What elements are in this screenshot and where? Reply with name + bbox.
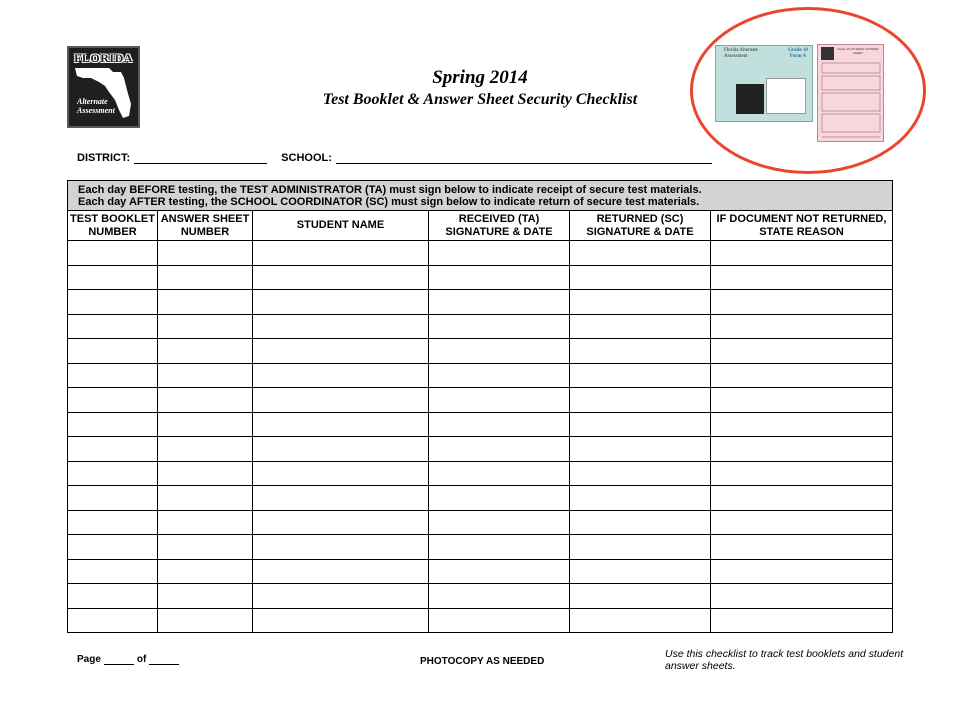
table-row: [68, 510, 893, 535]
reason-cell[interactable]: [711, 510, 893, 535]
received-signature-cell[interactable]: [429, 559, 570, 584]
page-title: Spring 2014: [432, 67, 528, 88]
received-signature-cell[interactable]: [429, 412, 570, 437]
received-signature-cell[interactable]: [429, 535, 570, 560]
answer-sheet-thumbnail-header: Grade 10 STUDENT ANSWER SHEET: [837, 47, 879, 55]
col-test-booklet-number: TEST BOOKLET NUMBER: [68, 211, 158, 241]
florida-alternate-assessment-logo: [67, 46, 140, 128]
col-returned-sc: RETURNED (SC) SIGNATURE & DATE: [570, 211, 711, 241]
page-label: Page: [77, 654, 101, 665]
returned-signature-cell[interactable]: [570, 314, 711, 339]
booklet-number-cell[interactable]: [68, 265, 158, 290]
student-name-cell[interactable]: [253, 265, 429, 290]
returned-signature-cell[interactable]: [570, 461, 711, 486]
booklet-number-cell[interactable]: [68, 486, 158, 511]
student-name-cell[interactable]: [253, 314, 429, 339]
answer-sheet-bubbles: [818, 45, 884, 142]
answer-sheet-number-cell[interactable]: [158, 486, 253, 511]
received-signature-cell[interactable]: [429, 437, 570, 462]
student-name-cell[interactable]: [253, 486, 429, 511]
table-row: [68, 584, 893, 609]
answer-sheet-number-cell[interactable]: [158, 363, 253, 388]
table-row: [68, 535, 893, 560]
answer-sheet-number-cell[interactable]: [158, 290, 253, 315]
table-row: [68, 265, 893, 290]
district-field[interactable]: [134, 153, 267, 164]
reason-cell[interactable]: [711, 388, 893, 413]
instruction-after: Each day AFTER testing, the SCHOOL COORDINATOR (SC) must sign below to indicate return of secure test materials.: [78, 196, 700, 208]
received-signature-cell[interactable]: [429, 461, 570, 486]
instruction-before: Each day BEFORE testing, the TEST ADMINISTRATOR (TA) must sign below to indicate receipt of secure test materials.: [78, 184, 702, 196]
received-signature-cell[interactable]: [429, 290, 570, 315]
booklet-number-cell[interactable]: [68, 510, 158, 535]
table-row: [68, 363, 893, 388]
reason-cell[interactable]: [711, 437, 893, 462]
returned-signature-cell[interactable]: [570, 584, 711, 609]
returned-signature-cell[interactable]: [570, 290, 711, 315]
received-signature-cell[interactable]: [429, 608, 570, 633]
answer-sheet-number-cell[interactable]: [158, 559, 253, 584]
test-booklet-thumbnail: [715, 45, 813, 122]
student-name-cell[interactable]: [253, 535, 429, 560]
answer-sheet-number-cell[interactable]: [158, 608, 253, 633]
student-name-cell[interactable]: [253, 388, 429, 413]
logo-subtitle: [77, 97, 137, 115]
school-field[interactable]: [336, 153, 712, 164]
table-row: [68, 290, 893, 315]
student-name-cell[interactable]: [253, 559, 429, 584]
table-row: [68, 486, 893, 511]
answer-sheet-number-cell[interactable]: [158, 265, 253, 290]
of-label: of: [136, 654, 147, 665]
reason-cell[interactable]: [711, 461, 893, 486]
district-school-fields: [77, 152, 712, 164]
received-signature-cell[interactable]: [429, 363, 570, 388]
col-student-name: STUDENT NAME: [253, 211, 429, 241]
reason-cell[interactable]: [711, 486, 893, 511]
student-name-cell[interactable]: [253, 241, 429, 266]
received-signature-cell[interactable]: [429, 510, 570, 535]
table-row: [68, 608, 893, 633]
answer-sheet-thumbnail: [817, 44, 884, 142]
received-signature-cell[interactable]: [429, 265, 570, 290]
returned-signature-cell[interactable]: [570, 412, 711, 437]
booklet-number-cell[interactable]: [68, 339, 158, 364]
reason-cell[interactable]: [711, 339, 893, 364]
booklet-thumbnail-grade: Grade 10 Form A: [788, 48, 808, 59]
checklist-rows: [68, 241, 893, 633]
answer-sheet-number-cell[interactable]: [158, 510, 253, 535]
booklet-number-cell[interactable]: [68, 437, 158, 462]
col-answer-sheet-number: ANSWER SHEET NUMBER: [158, 211, 253, 241]
booklet-number-cell[interactable]: [68, 314, 158, 339]
page-number-blank[interactable]: [104, 655, 134, 665]
student-name-cell[interactable]: [253, 608, 429, 633]
answer-sheet-number-cell[interactable]: [158, 584, 253, 609]
booklet-thumbnail-logo: [736, 84, 764, 114]
booklet-number-cell[interactable]: [68, 412, 158, 437]
answer-sheet-number-cell[interactable]: [158, 461, 253, 486]
col-received-ta: RECEIVED (TA) SIGNATURE & DATE: [429, 211, 570, 241]
received-signature-cell[interactable]: [429, 314, 570, 339]
school-label: SCHOOL:: [281, 152, 332, 164]
answer-sheet-number-cell[interactable]: [158, 314, 253, 339]
returned-signature-cell[interactable]: [570, 241, 711, 266]
returned-signature-cell[interactable]: [570, 535, 711, 560]
col-not-returned-reason: IF DOCUMENT NOT RETURNED, STATE REASON: [711, 211, 893, 241]
student-name-cell[interactable]: [253, 461, 429, 486]
returned-signature-cell[interactable]: [570, 363, 711, 388]
page-subtitle: Test Booklet & Answer Sheet Security Checklist: [322, 91, 638, 108]
returned-signature-cell[interactable]: [570, 339, 711, 364]
reason-cell[interactable]: [711, 535, 893, 560]
table-row: [68, 241, 893, 266]
reason-cell[interactable]: [711, 290, 893, 315]
table-row: [68, 559, 893, 584]
booklet-number-cell[interactable]: [68, 559, 158, 584]
reason-cell[interactable]: [711, 241, 893, 266]
booklet-number-cell[interactable]: [68, 608, 158, 633]
reason-cell[interactable]: [711, 314, 893, 339]
table-row: [68, 412, 893, 437]
received-signature-cell[interactable]: [429, 241, 570, 266]
page-total-blank[interactable]: [149, 655, 179, 665]
returned-signature-cell[interactable]: [570, 559, 711, 584]
booklet-number-cell[interactable]: [68, 535, 158, 560]
column-header-row: [68, 211, 893, 241]
photocopy-note: PHOTOCOPY AS NEEDED: [420, 656, 545, 667]
student-name-cell[interactable]: [253, 339, 429, 364]
returned-signature-cell[interactable]: [570, 510, 711, 535]
booklet-thumbnail-box: [766, 78, 806, 114]
received-signature-cell[interactable]: [429, 388, 570, 413]
booklet-number-cell[interactable]: [68, 461, 158, 486]
table-row: [68, 339, 893, 364]
student-name-cell[interactable]: [253, 510, 429, 535]
table-row: [68, 388, 893, 413]
student-name-cell[interactable]: [253, 584, 429, 609]
booklet-number-cell[interactable]: [68, 584, 158, 609]
returned-signature-cell[interactable]: [570, 265, 711, 290]
answer-sheet-number-cell[interactable]: [158, 437, 253, 462]
logo-subtitle-line2: Assessment: [77, 106, 115, 115]
booklet-thumbnail-title: Florida Alternate Assessment: [724, 48, 759, 59]
returned-signature-cell[interactable]: [570, 437, 711, 462]
reason-cell[interactable]: [711, 412, 893, 437]
table-row: [68, 461, 893, 486]
booklet-number-cell[interactable]: [68, 241, 158, 266]
student-name-cell[interactable]: [253, 412, 429, 437]
reason-cell[interactable]: [711, 363, 893, 388]
received-signature-cell[interactable]: [429, 339, 570, 364]
answer-sheet-number-cell[interactable]: [158, 339, 253, 364]
booklet-number-cell[interactable]: [68, 388, 158, 413]
booklet-number-cell[interactable]: [68, 363, 158, 388]
reason-cell[interactable]: [711, 608, 893, 633]
booklet-number-cell[interactable]: [68, 290, 158, 315]
received-signature-cell[interactable]: [429, 486, 570, 511]
usage-note: Use this checklist to track test booklets and student answer sheets.: [665, 648, 904, 672]
student-name-cell[interactable]: [253, 437, 429, 462]
student-name-cell[interactable]: [253, 290, 429, 315]
received-signature-cell[interactable]: [429, 584, 570, 609]
logo-subtitle-line1: Alternate: [77, 97, 108, 106]
returned-signature-cell[interactable]: [570, 388, 711, 413]
answer-sheet-number-cell[interactable]: [158, 388, 253, 413]
answer-sheet-number-cell[interactable]: [158, 412, 253, 437]
reason-cell[interactable]: [711, 584, 893, 609]
security-checklist-table: [67, 180, 893, 633]
answer-sheet-number-cell[interactable]: [158, 535, 253, 560]
table-row: [68, 437, 893, 462]
reason-cell[interactable]: [711, 559, 893, 584]
table-row: [68, 314, 893, 339]
student-name-cell[interactable]: [253, 363, 429, 388]
returned-signature-cell[interactable]: [570, 608, 711, 633]
logo-title: FLORIDA: [74, 51, 133, 65]
page-number-field: [77, 654, 182, 665]
reason-cell[interactable]: [711, 265, 893, 290]
district-label: DISTRICT:: [77, 152, 131, 164]
returned-signature-cell[interactable]: [570, 486, 711, 511]
instructions-banner: [68, 181, 893, 211]
answer-sheet-number-cell[interactable]: [158, 241, 253, 266]
